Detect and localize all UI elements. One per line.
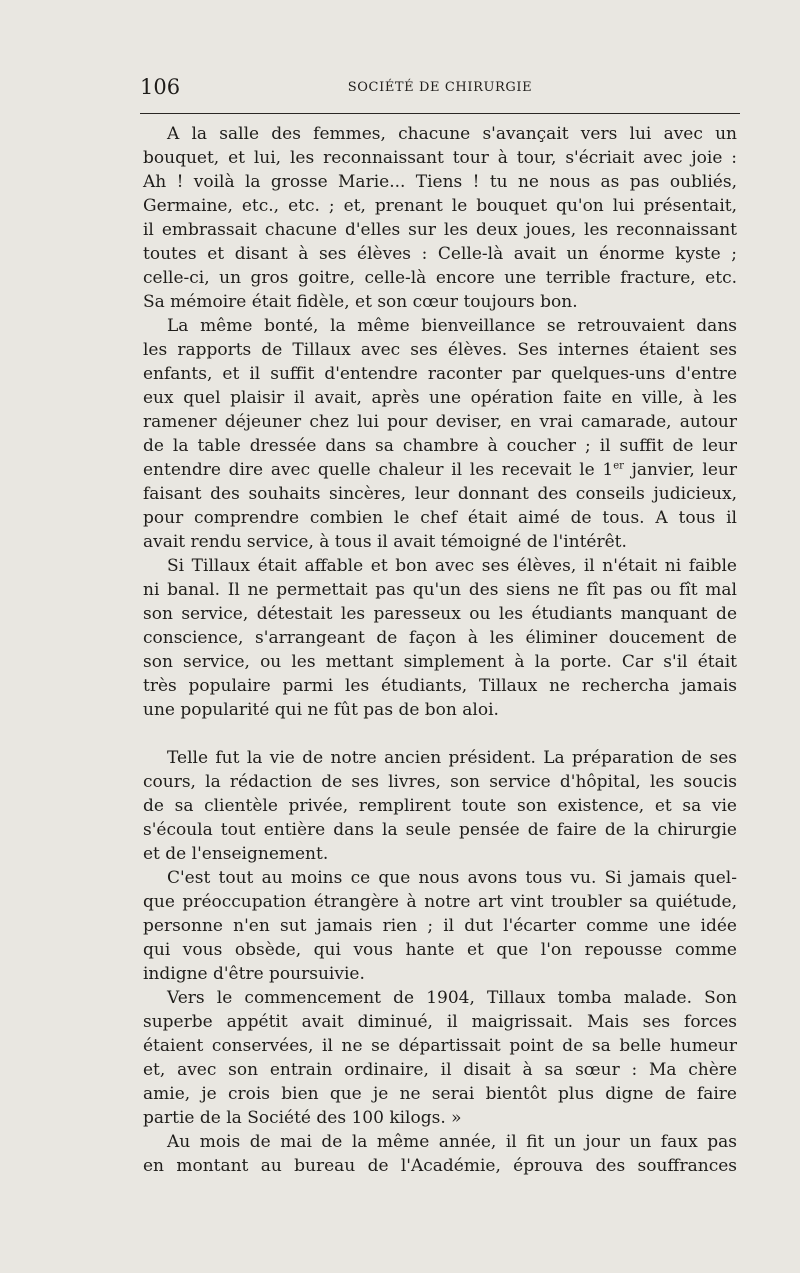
paragraph-4	[143, 746, 737, 866]
header-rule	[140, 113, 740, 114]
page-number: 106	[140, 75, 181, 99]
text-line: personne n'en sut jamais rien ; il dut l'écarter comme une idée	[143, 916, 737, 936]
text-line: eux quel plaisir il avait, après une opération faite en ville, à les	[143, 388, 737, 408]
text-line: il embrassait chacune d'elles sur les deux joues, les reconnaissant	[143, 220, 737, 240]
text-line: ni banal. Il ne permettait pas qu'un des siens ne fît pas ou fît mal	[143, 580, 737, 600]
text-line: que préoccupation étrangère à notre art vint troubler sa quiétude,	[143, 892, 737, 912]
text-line: de sa clientèle privée, remplirent toute son existence, et sa vie	[143, 796, 737, 816]
text-line: A la salle des femmes, chacune s'avançait vers lui avec un	[167, 124, 737, 144]
text-line: cours, la rédaction de ses livres, son service d'hôpital, les soucis	[143, 772, 737, 792]
paragraph-3	[143, 554, 737, 722]
text-segment: entendre dire avec quelle chaleur il les recevait le 1	[143, 460, 614, 480]
paragraph-2	[143, 314, 737, 554]
text-line: son service, ou les mettant simplement à la porte. Car s'il était	[143, 652, 737, 672]
superscript: er	[613, 460, 624, 472]
paragraph-7	[143, 1130, 737, 1178]
paragraph-1	[143, 122, 737, 314]
text-line: faisant des souhaits sincères, leur donnant des conseils judicieux,	[143, 484, 737, 504]
text-line: son service, détestait les paresseux ou les étudiants manquant de	[143, 604, 737, 624]
text-line: La même bonté, la même bienveillance se retrouvaient dans	[167, 316, 737, 336]
text-line: avait rendu service, à tous il avait témoigné de l'intérêt.	[143, 532, 627, 552]
text-line: celle-ci, un gros goitre, celle-là encore une terrible fracture, etc.	[143, 268, 737, 288]
text-line: de la table dressée dans sa chambre à coucher ; il suffit de leur	[143, 436, 737, 456]
text-line: Au mois de mai de la même année, il fit un jour un faux pas	[167, 1132, 737, 1152]
text-line: pour comprendre combien le chef était aimé de tous. A tous il	[143, 508, 737, 528]
section-gap	[143, 722, 737, 746]
text-line: toutes et disant à ses élèves : Celle-là avait un énorme kyste ;	[143, 244, 737, 264]
text-line-with-superscript	[143, 458, 737, 482]
text-line: qui vous obsède, qui vous hante et que l'on repousse comme	[143, 940, 737, 960]
text-line: partie de la Société des 100 kilogs. »	[143, 1108, 462, 1128]
text-line: Telle fut la vie de notre ancien président. La préparation de ses	[167, 748, 737, 768]
text-line: Si Tillaux était affable et bon avec ses élèves, il n'était ni faible	[167, 556, 737, 576]
text-line: les rapports de Tillaux avec ses élèves. Ses internes étaient ses	[143, 340, 737, 360]
text-line: une popularité qui ne fût pas de bon aloi.	[143, 700, 499, 720]
text-line: enfants, et il suffit d'entendre raconter par quelques-uns d'entre	[143, 364, 737, 384]
paragraph-6	[143, 986, 737, 1130]
text-line: ramener déjeuner chez lui pour deviser, en vrai camarade, autour	[143, 412, 737, 432]
text-line: bouquet, et lui, les reconnaissant tour à tour, s'écriait avec joie :	[143, 148, 737, 168]
text-line: amie, je crois bien que je ne serai bientôt plus digne de faire	[143, 1084, 737, 1104]
text-line: étaient conservées, il ne se départissait point de sa belle humeur	[143, 1036, 737, 1056]
page-header	[140, 74, 740, 104]
body-text	[143, 122, 737, 1178]
text-segment: janvier, leur	[623, 460, 738, 480]
running-title: SOCIÉTÉ DE CHIRURGIE	[347, 80, 533, 95]
text-line: superbe appétit avait diminué, il maigrissait. Mais ses forces	[143, 1012, 737, 1032]
text-line: Germaine, etc., etc. ; et, prenant le bouquet qu'on lui présentait,	[143, 196, 737, 216]
text-line: s'écoula tout entière dans la seule pensée de faire de la chirurgie	[143, 820, 737, 840]
text-line: C'est tout au moins ce que nous avons tous vu. Si jamais quel-	[167, 868, 737, 888]
text-line: Sa mémoire était fidèle, et son cœur toujours bon.	[143, 292, 578, 312]
text-line: très populaire parmi les étudiants, Tillaux ne rechercha jamais	[143, 676, 737, 696]
text-line: conscience, s'arrangeant de façon à les éliminer doucement de	[143, 628, 737, 648]
text-line: en montant au bureau de l'Académie, éprouva des souffrances	[143, 1156, 737, 1176]
text-line: indigne d'être poursuivie.	[143, 964, 365, 984]
text-line: Vers le commencement de 1904, Tillaux tomba malade. Son	[167, 988, 737, 1008]
text-line: et de l'enseignement.	[143, 844, 329, 864]
text-line: et, avec son entrain ordinaire, il disait à sa sœur : Ma chère	[143, 1060, 737, 1080]
paragraph-5	[143, 866, 737, 986]
text-line: Ah ! voilà la grosse Marie... Tiens ! tu ne nous as pas oubliés,	[143, 172, 737, 192]
